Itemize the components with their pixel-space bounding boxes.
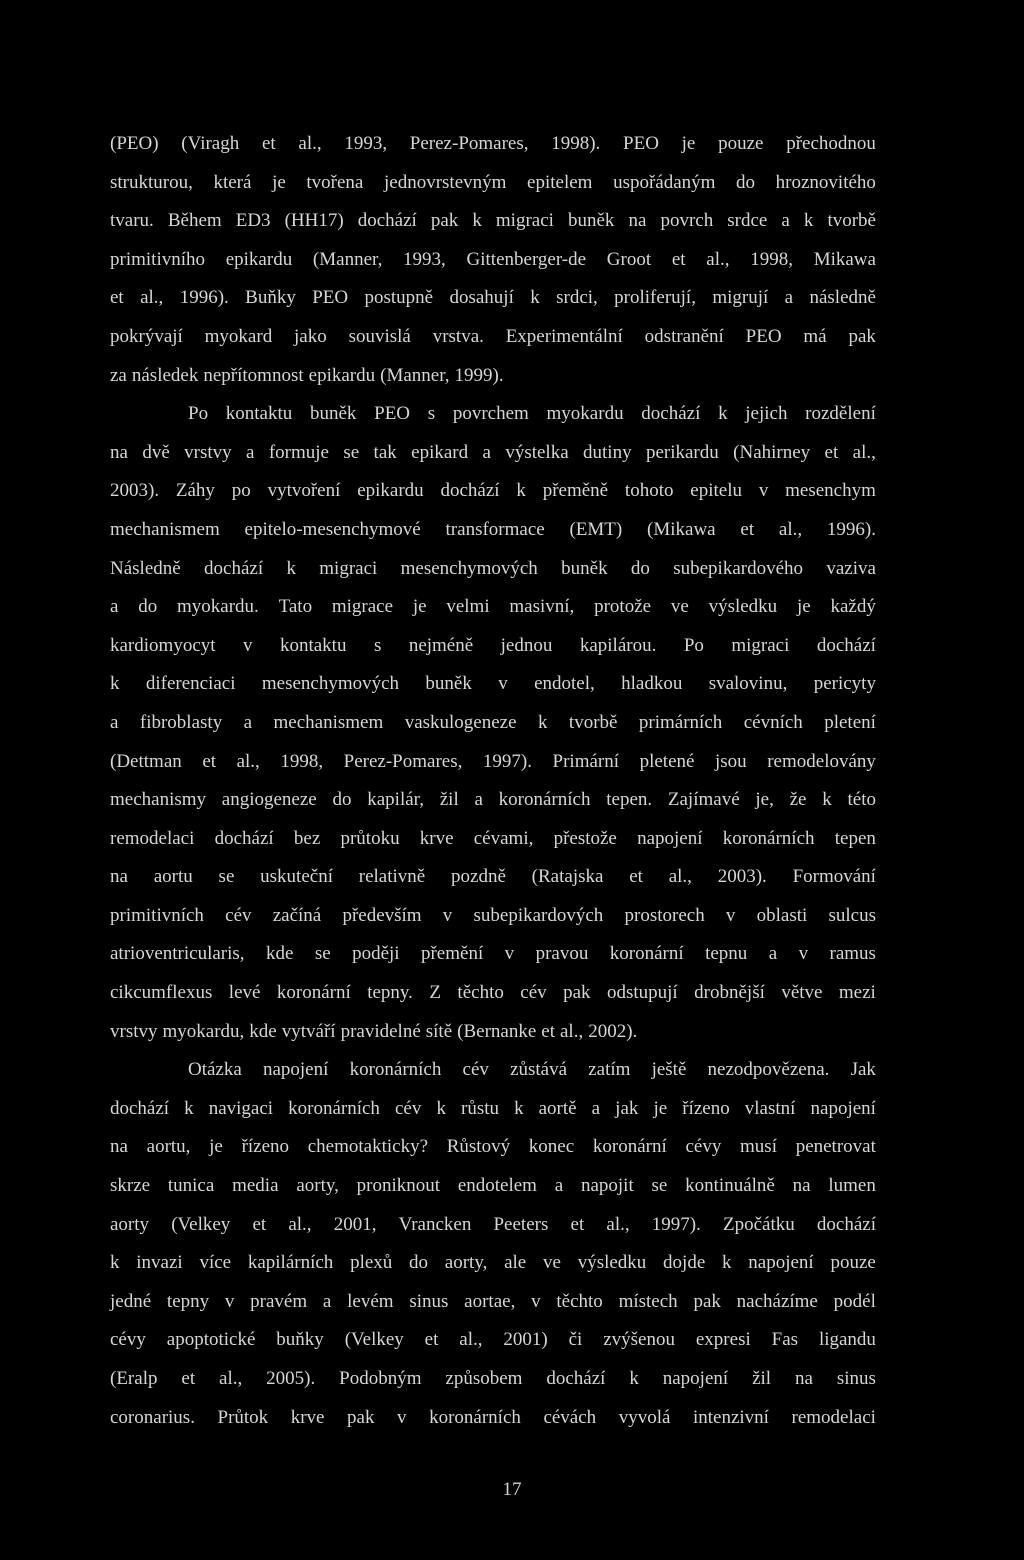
text-line: Následně dochází k migraci mesenchymových buněk do subepikardového vaziva	[110, 557, 876, 579]
text-line: mechanismy angiogeneze do kapilár, žil a koronárních tepen. Zajímavé je, že k této	[110, 789, 876, 811]
text-line: (Dettman et al., 1998, Perez-Pomares, 1997). Primární pletené jsou remodelovány	[110, 750, 876, 772]
text-line: cévy apoptotické buňky (Velkey et al., 2001) či zvýšenou expresi Fas ligandu	[110, 1329, 876, 1351]
text-line: a do myokardu. Tato migrace je velmi masivní, protože ve výsledku je každý	[110, 596, 876, 618]
text-line: aorty (Velkey et al., 2001, Vrancken Peeters et al., 1997). Zpočátku dochází	[110, 1213, 876, 1235]
paragraph	[110, 395, 876, 1051]
text-line: (Eralp et al., 2005). Podobným způsobem dochází k napojení žil na sinus	[110, 1368, 876, 1389]
text-line: za následek nepřítomnost epikardu (Manner, 1999).	[110, 364, 504, 386]
text-line: cikcumflexus levé koronární tepny. Z těchto cév pak odstupují drobnější větve mezi	[110, 982, 876, 1004]
text-line: na dvě vrstvy a formuje se tak epikard a výstelka dutiny perikardu (Nahirney et al.,	[110, 441, 876, 463]
text-line: tvaru. Během ED3 (HH17) dochází pak k migraci buněk na povrch srdce a k tvorbě	[110, 210, 876, 232]
text-line: et al., 1996). Buňky PEO postupně dosahují k srdci, proliferují, migrují a následně	[110, 287, 876, 309]
text-line: a fibroblasty a mechanismem vaskulogeneze k tvorbě primárních cévních pletení	[110, 711, 876, 733]
text-line: na aortu, je řízeno chemotakticky? Růstový konec koronární cévy musí penetrovat	[110, 1136, 876, 1158]
text-line: na aortu se uskuteční relativně pozdně (Ratajska et al., 2003). Formování	[110, 866, 876, 888]
paragraph	[110, 125, 876, 395]
text-line: kardiomyocyt v kontaktu s nejméně jednou kapilárou. Po migraci dochází	[110, 634, 876, 656]
page-number: 17	[502, 1479, 522, 1500]
text-line: primitivních cév začíná především v subepikardových prostorech v oblasti sulcus	[110, 904, 876, 926]
text-line: (PEO) (Viragh et al., 1993, Perez-Pomares, 1998). PEO je pouze přechodnou	[110, 133, 876, 154]
text-line: vrstvy myokardu, kde vytváří pravidelné sítě (Bernanke et al., 2002).	[110, 1020, 638, 1042]
text-line: Po kontaktu buněk PEO s povrchem myokardu dochází k jejich rozdělení	[188, 403, 876, 425]
text-line: jedné tepny v pravém a levém sinus aortae, v těchto místech pak nacházíme podél	[110, 1290, 876, 1312]
text-line: k diferenciaci mesenchymových buněk v endotel, hladkou svalovinu, pericyty	[110, 673, 876, 695]
text-line: Otázka napojení koronárních cév zůstává zatím ještě nezodpovězena. Jak	[188, 1059, 876, 1081]
text-line: remodelaci dochází bez průtoku krve cévami, přestože napojení koronárních tepen	[110, 827, 876, 849]
text-line: coronarius. Průtok krve pak v koronárních cévách vyvolá intenzivní remodelaci	[110, 1406, 876, 1428]
text-line: mechanismem epitelo-mesenchymové transformace (EMT) (Mikawa et al., 1996).	[110, 518, 876, 540]
text-line: skrze tunica media aorty, proniknout endotelem a napojit se kontinuálně na lumen	[110, 1175, 876, 1197]
text-line: pokrývají myokard jako souvislá vrstva. Experimentální odstranění PEO má pak	[110, 325, 876, 347]
text-line: strukturou, která je tvořena jednovrstevným epitelem uspořádaným do hroznovitého	[110, 171, 876, 193]
text-line: 2003). Záhy po vytvoření epikardu dochází k přeměně tohoto epitelu v mesenchym	[110, 480, 876, 502]
text-line: dochází k navigaci koronárních cév k růstu k aortě a jak je řízeno vlastní napojení	[110, 1097, 876, 1119]
text-line: k invazi více kapilárních plexů do aorty, ale ve výsledku dojde k napojení pouze	[110, 1252, 876, 1274]
document-body	[110, 125, 876, 1437]
text-line: atrioventricularis, kde se poději přemění v pravou koronární tepnu a v ramus	[110, 943, 876, 965]
paragraph	[110, 1051, 876, 1437]
text-line: primitivního epikardu (Manner, 1993, Gittenberger-de Groot et al., 1998, Mikawa	[110, 248, 876, 270]
